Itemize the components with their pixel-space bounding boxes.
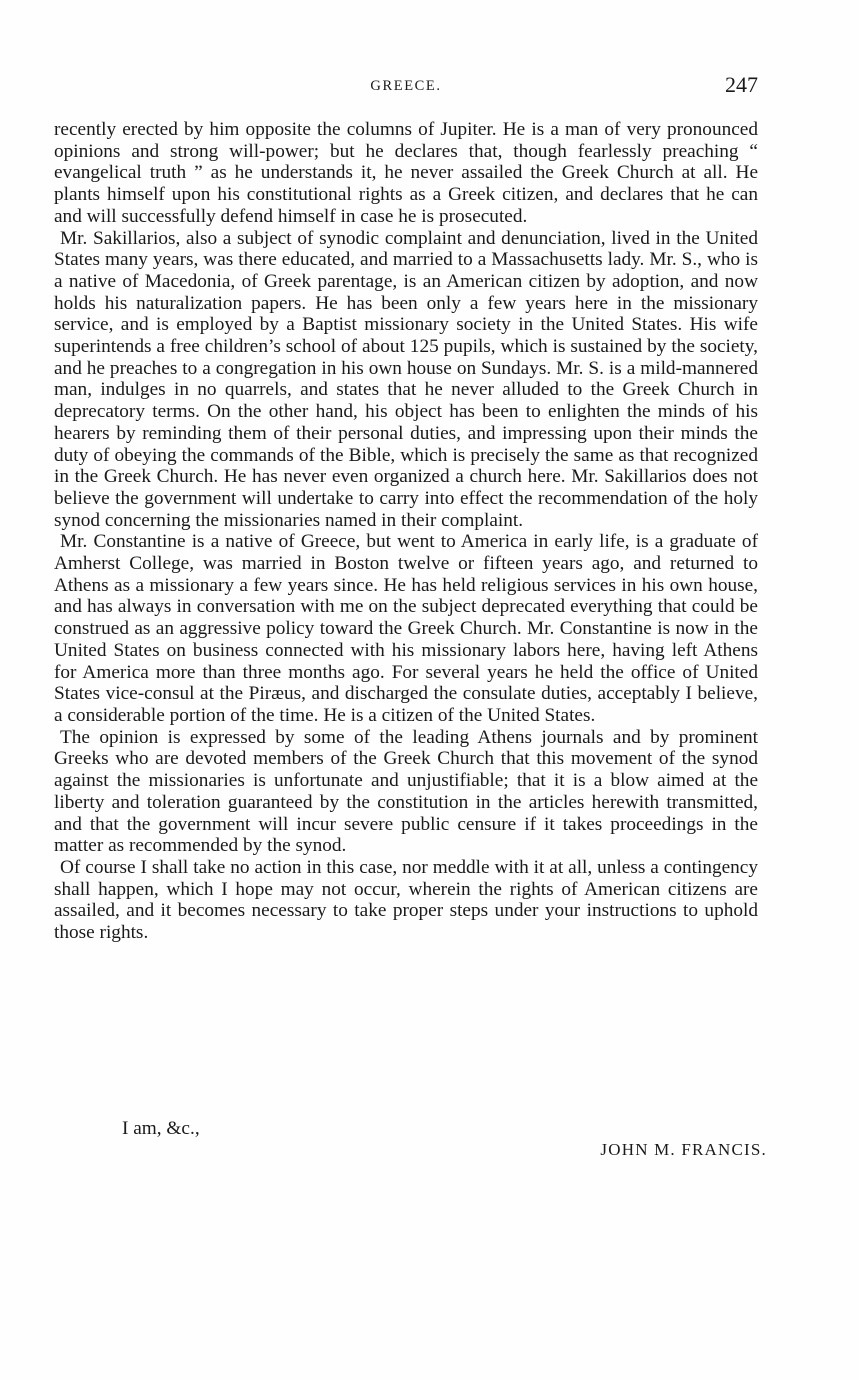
closing-salutation: I am, &c.,: [122, 1118, 200, 1139]
signature: JOHN M. FRANCIS.: [600, 1140, 767, 1159]
running-head: [54, 72, 758, 102]
paragraph-3: Mr. Constantine is a native of Greece, but went to America in early life, is a graduate of Amherst College, was married in Boston twelve or fifteen years ago, and returned to Athens as a missionary a few years since. He has held religious services in his own house, and has always in conversation with me on the subject deprecated everything that could be construed as an aggressive policy toward the Greek Church. Mr. Constantine is now in the United States on business connected with his missionary labors here, having left Athens for America more than three months ago. For several years he held the office of United States vice-consul at the Piræus, and discharged the consulate duties, acceptably I believe, a considerable portion of the time. He is a citizen of the United States.: [54, 531, 758, 726]
paragraph-1: recently erected by him opposite the columns of Jupiter. He is a man of very pronounced opinions and strong will-power; but he declares that, though fearlessly preaching “ evangelical truth ” as he understands it, he never assailed the Greek Church at all. He plants himself upon his constitutional rights as a Greek citizen, and declares that he can and will successfully defend himself in case he is prosecuted.: [54, 119, 758, 227]
paragraph-4: The opinion is expressed by some of the leading Athens journals and by prominent Greeks who are devoted members of the Greek Church that this movement of the synod against the missionaries is unfortunate and unjustifiable; that it is a blow aimed at the liberty and toleration guaranteed by the constitution in the articles herewith transmitted, and that the government will incur severe public censure if it takes proceedings in the matter as recommended by the synod.: [54, 726, 758, 857]
paragraph-2: Mr. Sakillarios, also a subject of synodic complaint and denunciation, lived in the United States many years, was there educated, and married to a Massachusetts lady. Mr. S., who is a native of Macedonia, of Greek parentage, is an American citizen by adoption, and now holds his naturalization papers. He has been only a few years here in the missionary service, and is employed by a Baptist missionary society in the United States. His wife superintends a free children’s school of about 125 pupils, which is sustained by the society, and he preaches to a congregation in his own house on Sundays. Mr. S. is a mild-mannered man, indulges in no quarrels, and states that he never alluded to the Greek Church in deprecatory terms. On the other hand, his object has been to enlighten the minds of his hearers by reminding them of their personal duties, and impressing upon their minds the duty of obeying the commands of the Bible, which is precisely the same as that recognized in the Greek Church. He has never even organized a church here. Mr. Sakillarios does not believe the government will undertake to carry into effect the recommendation of the holy synod concerning the missionaries named in their complaint.: [54, 227, 758, 531]
paragraph-5: Of course I shall take no action in this case, nor meddle with it at all, unless a contingency shall happen, which I hope may not occur, wherein the rights of American citizens are assailed, and it becomes necessary to take proper steps under your instructions to uphold those rights.: [54, 856, 758, 944]
running-title: GREECE.: [370, 78, 442, 94]
body-text: [54, 119, 758, 944]
page-number: 247: [725, 72, 758, 97]
